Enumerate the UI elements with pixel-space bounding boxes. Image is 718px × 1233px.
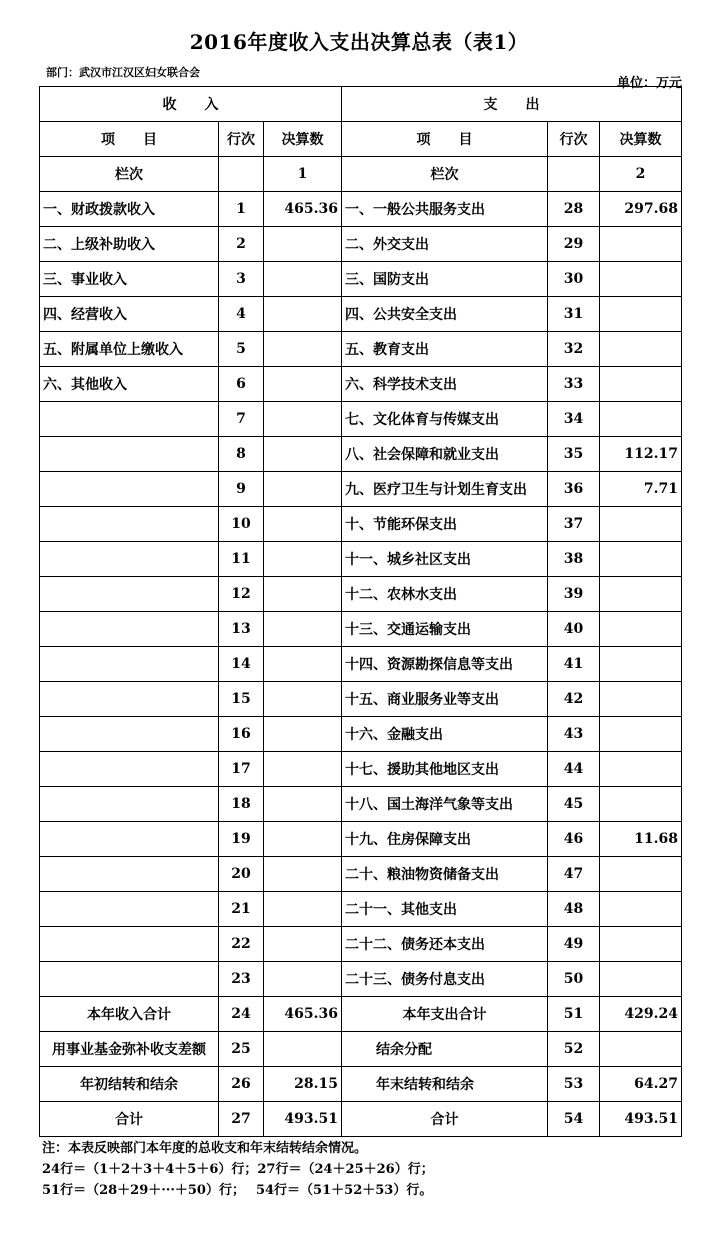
note-line: 24行＝（1＋2＋3＋4＋5＋6）行；27行＝（24＋25＋26）行； [42,1162,434,1177]
expense-row-no: 50 [548,962,600,997]
income-row-no: 23 [219,962,264,997]
expense-column-index: 2 [600,157,682,192]
page-title: 2016年度收入支出决算总表（表1） [189,30,529,54]
expense-amount [600,962,682,997]
income-row-no: 11 [219,542,264,577]
income-row-no: 5 [219,332,264,367]
note-line: 51行＝（28＋29＋···＋50）行； 54行＝（51＋52＋53）行。 [42,1183,433,1198]
expense-amount: 112.17 [600,437,682,472]
income-item [40,577,219,612]
expense-item: 二十一、其他支出 [342,892,548,927]
expense-amount [600,612,682,647]
income-item-header: 项 目 [40,122,219,157]
income-row-no: 21 [219,892,264,927]
expense-item: 十五、商业服务业等支出 [342,682,548,717]
header-row-columns [40,122,682,157]
table-row [40,367,682,402]
expense-row-no: 28 [548,192,600,227]
income-row-no-header: 行次 [219,122,264,157]
income-amount [264,577,342,612]
expense-row-no: 40 [548,612,600,647]
income-item [40,962,219,997]
expense-amount [600,682,682,717]
expense-amount [600,402,682,437]
expense-row-no: 47 [548,857,600,892]
income-row-no: 16 [219,717,264,752]
income-row-no: 25 [219,1032,264,1067]
income-summary-item: 合计 [40,1102,219,1137]
unit-label: 单位：万元 [616,76,682,91]
income-item: 三、事业收入 [40,262,219,297]
table-row [40,822,682,857]
expense-amount [600,892,682,927]
budget-table [39,86,682,1137]
income-amount: 493.51 [264,1102,342,1137]
income-row-no: 18 [219,787,264,822]
expense-row-no: 37 [548,507,600,542]
income-amount [264,227,342,262]
income-amount [264,927,342,962]
expense-summary-item: 年末结转和结余 [342,1067,548,1102]
income-column-blank [219,157,264,192]
income-row-no: 8 [219,437,264,472]
income-item [40,402,219,437]
summary-row [40,1102,682,1137]
expense-amount [600,542,682,577]
income-amount [264,367,342,402]
expense-row-no: 46 [548,822,600,857]
income-amount [264,682,342,717]
income-item [40,682,219,717]
income-item [40,787,219,822]
expense-row-no: 51 [548,997,600,1032]
income-item [40,647,219,682]
expense-row-no: 29 [548,227,600,262]
expense-amount-header: 决算数 [600,122,682,157]
table-row [40,297,682,332]
income-amount [264,297,342,332]
income-row-no: 17 [219,752,264,787]
income-row-no: 15 [219,682,264,717]
table-row [40,437,682,472]
expense-summary-item: 合计 [342,1102,548,1137]
expense-amount: 64.27 [600,1067,682,1102]
expense-amount: 7.71 [600,472,682,507]
expense-amount [600,1032,682,1067]
income-row-no: 27 [219,1102,264,1137]
income-item [40,542,219,577]
table-row [40,192,682,227]
expense-row-no: 30 [548,262,600,297]
income-row-no: 13 [219,612,264,647]
income-amount [264,892,342,927]
income-column-label: 栏次 [40,157,219,192]
income-amount [264,857,342,892]
expense-row-no: 33 [548,367,600,402]
table-row [40,717,682,752]
income-item: 四、经营收入 [40,297,219,332]
table-row [40,962,682,997]
expense-row-no: 31 [548,297,600,332]
income-amount [264,647,342,682]
expense-row-no: 43 [548,717,600,752]
expense-summary-item: 结余分配 [342,1032,548,1067]
table-row [40,227,682,262]
income-summary-item: 本年收入合计 [40,997,219,1032]
income-item: 二、上级补助收入 [40,227,219,262]
income-item [40,507,219,542]
expense-amount [600,857,682,892]
expense-item: 十八、国土海洋气象等支出 [342,787,548,822]
table-row [40,892,682,927]
expense-row-no: 48 [548,892,600,927]
income-item [40,857,219,892]
income-amount: 465.36 [264,192,342,227]
expense-row-no: 41 [548,647,600,682]
table-row [40,332,682,367]
expense-item: 十九、住房保障支出 [342,822,548,857]
expense-item: 十三、交通运输支出 [342,612,548,647]
income-row-no: 10 [219,507,264,542]
expense-item: 十四、资源勘探信息等支出 [342,647,548,682]
income-amount [264,472,342,507]
income-row-no: 9 [219,472,264,507]
header-row-sections [40,87,682,122]
expense-row-no: 36 [548,472,600,507]
expense-column-blank [548,157,600,192]
expense-amount [600,647,682,682]
table-row [40,262,682,297]
table-row [40,542,682,577]
income-amount [264,1032,342,1067]
income-item [40,892,219,927]
expense-item: 二十二、债务还本支出 [342,927,548,962]
expense-item: 十六、金融支出 [342,717,548,752]
summary-row [40,1032,682,1067]
expense-amount: 493.51 [600,1102,682,1137]
income-amount: 28.15 [264,1067,342,1102]
income-header: 收 入 [40,87,342,122]
income-item [40,927,219,962]
expense-item: 二十、粮油物资储备支出 [342,857,548,892]
income-amount [264,752,342,787]
table-row [40,402,682,437]
expense-row-no: 34 [548,402,600,437]
expense-item: 一、一般公共服务支出 [342,192,548,227]
column-index-row [40,157,682,192]
table-row [40,752,682,787]
income-amount [264,542,342,577]
table-row [40,507,682,542]
notes [42,1138,434,1201]
expense-row-no: 54 [548,1102,600,1137]
income-amount-header: 决算数 [264,122,342,157]
expense-amount: 429.24 [600,997,682,1032]
expense-row-no: 49 [548,927,600,962]
income-row-no: 2 [219,227,264,262]
expense-row-no: 53 [548,1067,600,1102]
expense-header: 支 出 [342,87,682,122]
expense-amount: 297.68 [600,192,682,227]
income-amount [264,262,342,297]
expense-amount [600,507,682,542]
income-row-no: 1 [219,192,264,227]
expense-item: 九、医疗卫生与计划生育支出 [342,472,548,507]
expense-row-no: 45 [548,787,600,822]
expense-item: 十七、援助其他地区支出 [342,752,548,787]
table-row [40,927,682,962]
income-amount [264,787,342,822]
income-amount [264,332,342,367]
summary-row [40,1067,682,1102]
expense-item: 七、文化体育与传媒支出 [342,402,548,437]
expense-amount [600,332,682,367]
expense-item: 四、公共安全支出 [342,297,548,332]
expense-amount [600,262,682,297]
expense-amount [600,367,682,402]
summary-row [40,997,682,1032]
expense-row-no: 42 [548,682,600,717]
expense-amount: 11.68 [600,822,682,857]
income-row-no: 4 [219,297,264,332]
expense-item: 十一、城乡社区支出 [342,542,548,577]
table-row [40,682,682,717]
income-row-no: 3 [219,262,264,297]
income-row-no: 22 [219,927,264,962]
income-row-no: 26 [219,1067,264,1102]
income-amount [264,717,342,752]
table-row [40,787,682,822]
income-row-no: 20 [219,857,264,892]
income-row-no: 6 [219,367,264,402]
table-row [40,577,682,612]
department-label: 部门：武汉市江汉区妇女联合会 [46,66,200,79]
expense-row-no: 38 [548,542,600,577]
income-amount [264,822,342,857]
income-amount [264,507,342,542]
expense-item: 二、外交支出 [342,227,548,262]
expense-amount [600,927,682,962]
expense-column-label: 栏次 [342,157,548,192]
income-row-no: 12 [219,577,264,612]
income-item [40,472,219,507]
expense-row-no: 39 [548,577,600,612]
income-amount: 465.36 [264,997,342,1032]
expense-amount [600,752,682,787]
expense-amount [600,227,682,262]
table-row [40,612,682,647]
expense-amount [600,717,682,752]
expense-item: 十二、农林水支出 [342,577,548,612]
table-row [40,857,682,892]
income-summary-item: 年初结转和结余 [40,1067,219,1102]
income-item [40,717,219,752]
income-row-no: 7 [219,402,264,437]
expense-row-no: 44 [548,752,600,787]
note-line: 注：本表反映部门本年度的总收支和年末结转结余情况。 [42,1141,368,1156]
expense-item-header: 项 目 [342,122,548,157]
table-row [40,647,682,682]
expense-row-no-header: 行次 [548,122,600,157]
expense-item: 三、国防支出 [342,262,548,297]
income-row-no: 14 [219,647,264,682]
expense-item: 六、科学技术支出 [342,367,548,402]
expense-amount [600,787,682,822]
income-amount [264,437,342,472]
expense-row-no: 35 [548,437,600,472]
table-row [40,472,682,507]
income-item [40,752,219,787]
income-item [40,437,219,472]
expense-summary-item: 本年支出合计 [342,997,548,1032]
income-amount [264,612,342,647]
income-summary-item: 用事业基金弥补收支差额 [40,1032,219,1067]
expense-item: 八、社会保障和就业支出 [342,437,548,472]
income-column-index: 1 [264,157,342,192]
expense-row-no: 52 [548,1032,600,1067]
income-item [40,822,219,857]
expense-amount [600,577,682,612]
expense-row-no: 32 [548,332,600,367]
income-row-no: 24 [219,997,264,1032]
income-item: 六、其他收入 [40,367,219,402]
expense-item: 五、教育支出 [342,332,548,367]
income-amount [264,402,342,437]
income-item [40,612,219,647]
income-item: 五、附属单位上缴收入 [40,332,219,367]
income-row-no: 19 [219,822,264,857]
income-item: 一、财政拨款收入 [40,192,219,227]
expense-item: 十、节能环保支出 [342,507,548,542]
expense-amount [600,297,682,332]
expense-item: 二十三、债务付息支出 [342,962,548,997]
income-amount [264,962,342,997]
